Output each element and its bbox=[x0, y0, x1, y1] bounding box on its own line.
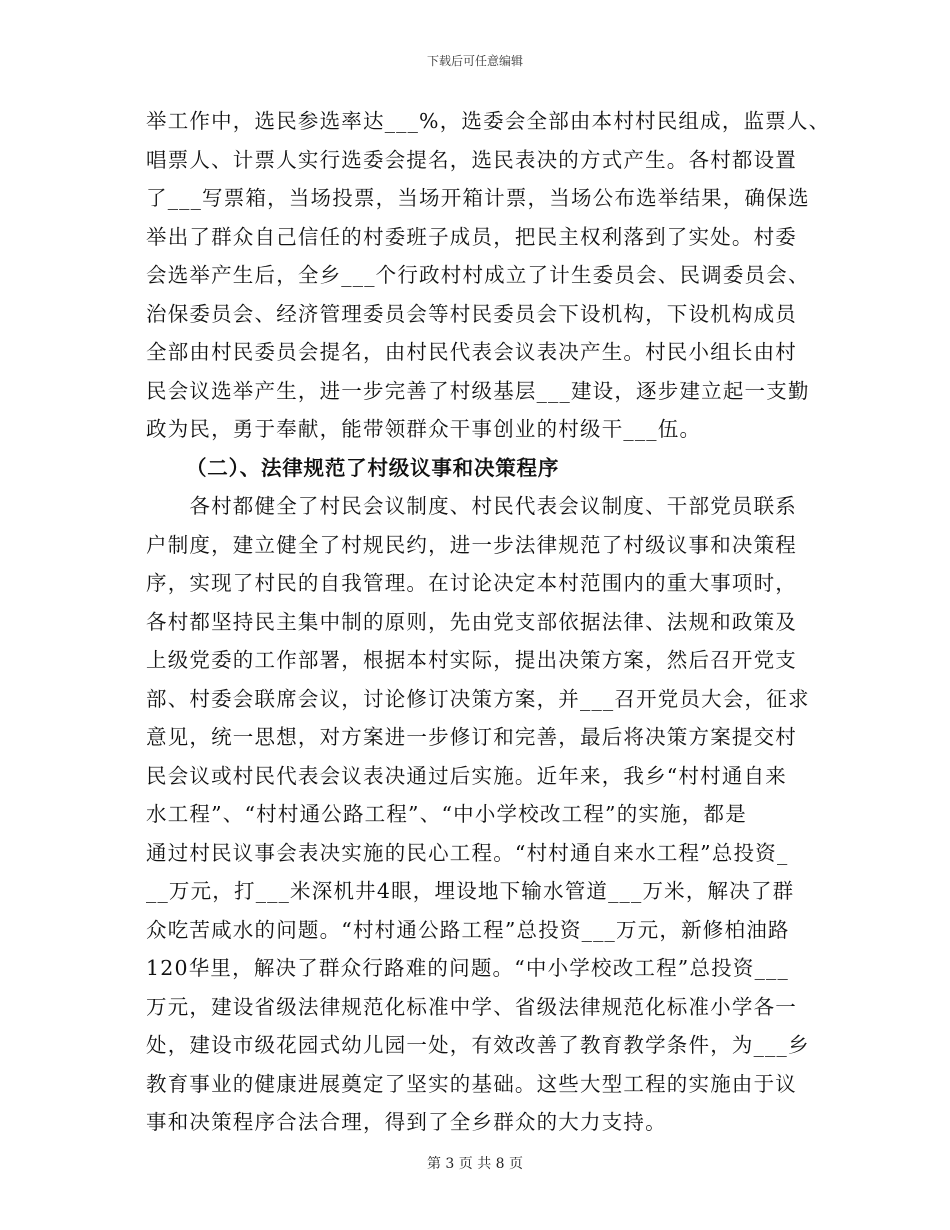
paragraph-line: 序，实现了村民的自我管理。在讨论决定本村范围内的重大事项时， bbox=[146, 571, 797, 595]
paragraph-line: 各村都健全了村民会议制度、村民代表会议制度、干部党员联系 bbox=[146, 494, 797, 518]
paragraph-line: 各村都坚持民主集中制的原则，先由党支部依据法律、法规和政策及 bbox=[146, 609, 797, 634]
paragraph-line: 部、村委会联席会议，讨论修订决策方案，并___召开党员大会，征求 bbox=[146, 686, 810, 711]
paragraph-line: 了___写票箱，当场投票，当场开箱计票，当场公布选举结果，确保选 bbox=[146, 186, 810, 210]
paragraph-line: 上级党委的工作部署，根据本村实际，提出决策方案，然后召开党支 bbox=[146, 648, 797, 672]
page-footer: 第 3 页 共 8 页 bbox=[426, 1156, 524, 1172]
paragraph-line: 举出了群众自己信任的村委班子成员，把民主权利落到了实处。村委 bbox=[146, 224, 797, 249]
paragraph-line: 意见，统一思想，对方案进一步修订和完善，最后将决策方案提交村 bbox=[146, 725, 797, 749]
paragraph-line: 处，建设市级花园式幼儿园一处，有效改善了教育教学条件，为___乡 bbox=[146, 1033, 810, 1057]
paragraph-line: 户制度，建立健全了村规民约，进一步法律规范了村级议事和决策程 bbox=[146, 532, 797, 557]
paragraph-line: 众吃苦咸水的问题。“村村通公路工程”总投资___万元，新修柏油路 bbox=[146, 917, 790, 942]
paragraph-line: 通过村民议事会表决实施的民心工程。“村村通自来水工程”总投资_ bbox=[146, 840, 789, 865]
paragraph-line: 民会议或村民代表会议表决通过后实施。近年来，我乡“村村通自来 bbox=[146, 763, 787, 788]
paragraph-line: 水工程”、“村村通公路工程”、“中小学校改工程”的实施，都是 bbox=[146, 802, 747, 826]
paragraph-line: 事和决策程序合法合理，得到了全乡群众的大力支持。 bbox=[146, 1110, 667, 1134]
section-heading: （二）、法律规范了村级议事和决策程序 bbox=[186, 455, 560, 480]
paragraph-line: 120华里，解决了群众行路难的问题。“中小学校改工程”总投资___ bbox=[146, 956, 789, 980]
paragraph-line: 教育事业的健康进展奠定了坚实的基础。这些大型工程的实施由于议 bbox=[146, 1071, 797, 1096]
paragraph-line: 会选举产生后，全乡___个行政村村成立了计生委员会、民调委员会、 bbox=[146, 263, 810, 287]
page-header: 下载后可任意编辑 bbox=[426, 54, 523, 68]
document-body bbox=[146, 102, 831, 1142]
paragraph-line: 政为民，勇于奉献，能带领群众干事创业的村级干___伍。 bbox=[146, 417, 702, 441]
paragraph-line: 举工作中，选民参选率达___%，选委会全部由本村村民组成，监票人、 bbox=[146, 109, 831, 133]
paragraph-line: __万元，打___米深机井4眼，埋设地下输水管道___万米，解决了群 bbox=[146, 879, 795, 903]
paragraph-line: 民会议选举产生，进一步完善了村级基层___建设，逐步建立起一支勤 bbox=[146, 378, 810, 403]
paragraph-line: 唱票人、计票人实行选委会提名，选民表决的方式产生。各村都设置 bbox=[146, 147, 797, 172]
paragraph-line: 治保委员会、经济管理委员会等村民委员会下设机构，下设机构成员 bbox=[146, 301, 797, 326]
paragraph-line: 万元，建设省级法律规范化标准中学、省级法律规范化标准小学各一 bbox=[146, 994, 797, 1019]
paragraph-line: 全部由村民委员会提名，由村民代表会议表决产生。村民小组长由村 bbox=[146, 340, 797, 364]
